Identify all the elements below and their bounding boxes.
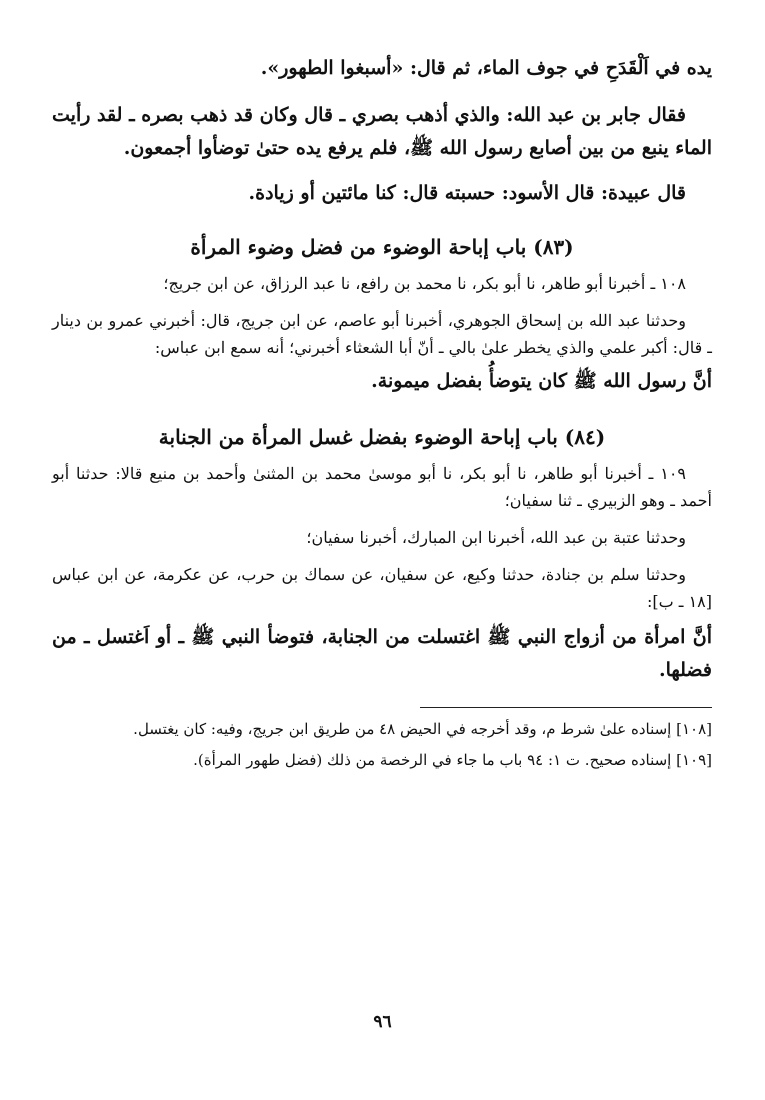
footnotes [52, 716, 712, 774]
intro-line: يده في اَلْقَدَحِ في جوف الماء، ثم قال: «أسبغوا الطهور». [260, 57, 712, 79]
hadith-108-matn: أنَّ رسول الله ﷺ كان يتوضأُ بفضل ميمونة. [371, 370, 712, 392]
chapter-84-heading: (٨٤) باب إباحة الوضوء بفضل غسل المرأة من الجنابة [158, 425, 606, 449]
footnote-108: [١٠٨] إسناده علىٰ شرط م، وقد أخرجه في الحيض ٤٨ من طريق ابن جريج، وفيه: كان يغتسل. [133, 720, 712, 738]
hadith-108-isnad-1: ١٠٨ ـ أخبرنا أبو طاهر، نا أبو بكر، نا محمد بن رافع، نا عبد الرزاق، عن ابن جريج؛ [163, 274, 686, 293]
footnote-separator [420, 707, 712, 708]
hadith-109-isnad-2: وحدثنا عتبة بن عبد الله، أخبرنا ابن المبارك، أخبرنا سفيان؛ [306, 528, 686, 547]
hadith-109-isnad-1: ١٠٩ ـ أخبرنا أبو طاهر، نا أبو بكر، نا أبو موسىٰ محمد بن المثنىٰ وأحمد بن منيع قالا: حدثنا أبو أحمد ـ وهو الزبيري ـ ثنا سفيان؛ [52, 464, 712, 510]
hadith-108-isnad-2: وحدثنا عبد الله بن إسحاق الجوهري، أخبرنا أبو عاصم، عن ابن جريج، قال: أخبرني عمرو بن دينار ـ قال: أكبر علمي والذي يخطر علىٰ بالي ـ أنّ أبا الشعثاء أخبرني؛ أنه سمع ابن عباس: [52, 311, 712, 357]
hadith-109-isnad-3: وحدثنا سلم بن جنادة، حدثنا وكيع، عن سفيان، عن سماك بن حرب، عن عكرمة، عن ابن عباس [١٨ ـ ب]: [52, 565, 712, 611]
page-number: ٩٦ [373, 1012, 392, 1032]
hadith-109-matn: أنَّ امرأة من أزواج النبي ﷺ اغتسلت من الجنابة، فتوضأ النبي ﷺ ـ أو اَغتسل ـ من فضلها. [52, 626, 712, 681]
footnote-109: [١٠٩] إسناده صحيح. ت ١: ٩٤ باب ما جاء في الرخصة من ذلك (فضل طهور المرأة). [193, 751, 712, 769]
jabir-paragraph: فقال جابر بن عبد الله: والذي أذهب بصري ـ قال وكان قد ذهب بصره ـ لقد رأيت الماء ينبع من بين أصابع رسول الله ﷺ، فلم يرفع يده حتىٰ توضأوا أجمعون. [52, 104, 712, 159]
ubaida-line: قال عبيدة: قال الأسود: حسبته قال: كنا مائتين أو زيادة. [248, 182, 686, 204]
chapter-83-heading: (٨٣) باب إباحة الوضوء من فضل وضوء المرأة [190, 235, 574, 259]
book-page [52, 52, 712, 1062]
